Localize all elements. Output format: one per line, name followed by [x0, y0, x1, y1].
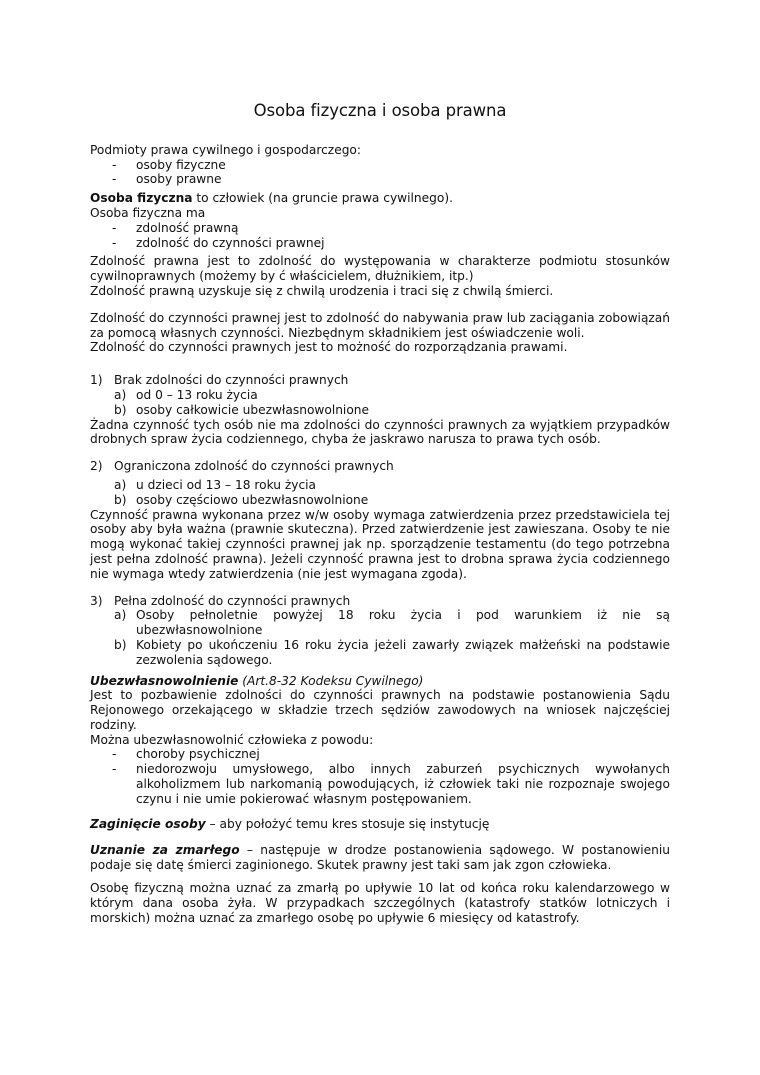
osoba-fizyczna-definition: Osoba fizyczna to człowiek (na gruncie prawa cywilnego).: [90, 191, 453, 206]
intro-list: [90, 158, 670, 188]
pelna-list: [90, 608, 670, 667]
osoba-fizyczna-has: Osoba fizyczna ma: [90, 205, 206, 220]
brak-text: Żadna czynność tych osób nie ma zdolności do czynności prawnych za wyjątkiem przypadków drobnych spraw życia codziennego, chyba że jaskrawo narusza to prawa tych osób.: [90, 417, 670, 447]
section-ograniczona-heading: 2) Ograniczona zdolność do czynności prawnych: [90, 459, 394, 474]
list-item: b) osoby całkowicie ubezwłasnowolnione: [114, 402, 369, 417]
list-item: - osoby fizyczne: [90, 158, 670, 173]
list-item: - zdolność do czynności prawnej: [90, 236, 670, 251]
list-item: - osoby prawne: [90, 172, 670, 187]
list-item: a) Osoby pełnoletnie powyżej 18 roku życia i pod warunkiem iż nie są ubezwłasnowolnione: [114, 608, 670, 638]
ubezwlasnowolnienie-p2: Można ubezwłasnowolnić człowieka z powodu:: [90, 732, 374, 747]
osobe-paragraph: Osobę fizyczną można uznać za zmarłą po upływie 10 lat od końca roku kalendarzowego w którym dana osoba żyła. W przypadkach szczególnych (katastrofy statków lotniczych i morskich) można uznać za zmarłego osobę po upływie 6 miesięcy od katastrofy.: [90, 881, 670, 925]
list-item: a) u dzieci od 13 – 18 roku życia: [114, 477, 317, 492]
list-item: - choroby psychicznej: [90, 747, 670, 762]
uznanie-paragraph: Uznanie za zmarłego – następuje w drodze postanowienia sądowego. W postanowieniu podaje się datę śmierci zaginionego. Skutek prawny jest taki sam jak zgon człowieka.: [90, 843, 670, 873]
document-page: [90, 101, 670, 925]
ubezwlasnowolnienie-list: [90, 747, 670, 806]
ograniczona-list: [90, 478, 670, 508]
brak-list: [90, 388, 670, 418]
list-item: b) Kobiety po ukończeniu 16 roku życia jeżeli zawarły związek małżeński na podstawie zezwolenia sądowego.: [114, 637, 670, 667]
list-item: b) osoby częściowo ubezwłasnowolnione: [114, 492, 369, 507]
term-osoba-fizyczna: Osoba fizyczna: [90, 191, 193, 206]
document-title: Osoba fizyczna i osoba prawna: [253, 101, 507, 120]
list-item: - niedorozwoju umysłowego, albo innych zaburzeń psychicznych wywołanych alkoholizmem lub narkomanią powodujących, iż człowiek taki nie rozpoznaje swojego czynu i nie umie pokierować własnym postępowaniem.: [90, 762, 670, 806]
zdolnosc-czynnosci-p2: Zdolność do czynności prawnych jest to możność do rozporządzania prawami.: [90, 340, 568, 355]
list-item: - zdolność prawną: [90, 221, 670, 236]
zdolnosc-prawna-p2: Zdolność prawną uzyskuje się z chwilą urodzenia i traci się z chwilą śmierci.: [90, 283, 554, 298]
intro-line: Podmioty prawa cywilnego i gospodarczego:: [90, 142, 361, 157]
ubezwlasnowolnienie-heading: Ubezwłasnowolnienie (Art.8-32 Kodeksu Cywilnego): [90, 673, 424, 688]
zdolnosc-czynnosci-p1: Zdolność do czynności prawnej jest to zdolność do nabywania praw lub zaciągania zobowiązań za pomocą własnych czynności. Niezbędnym składnikiem jest oświadczenie woli.: [90, 310, 670, 340]
section-pelna-heading: 3) Pełna zdolność do czynności prawnych: [90, 593, 351, 608]
section-brak-heading: 1) Brak zdolności do czynności prawnych: [90, 373, 349, 388]
list-item: a) od 0 – 13 roku życia: [114, 387, 258, 402]
zdolnosc-prawna-p1: Zdolność prawna jest to zdolność do występowania w charakterze podmiotu stosunków cywilnoprawnych (możemy by ć właścicielem, dłużnikiem, itp.): [90, 254, 670, 284]
ograniczona-text: Czynność prawna wykonana przez w/w osoby wymaga zatwierdzenia przez przedstawiciela tej osoby aby była ważna (prawnie skuteczna). Przed zatwierdzenie jest zawieszana. Osoby te nie mogą wykonać takiej czynności prawnej jak np. sporządzenie testamentu (do tego potrzebna jest pełna zdolność prawna). Jeżeli czynność prawna jest to drobna sprawa życia codziennego nie wymaga wtedy zatwierdzenia (nie jest wymagana zgoda).: [90, 507, 670, 581]
osoba-fizyczna-list: [90, 221, 670, 251]
zaginiecie-paragraph: Zaginięcie osoby – aby położyć temu kres stosuje się instytucję: [90, 816, 490, 831]
ubezwlasnowolnienie-p1: Jest to pozbawienie zdolności do czynności prawnych na podstawie postanowienia Sądu Rejonowego orzekającego w składzie trzech sędziów zawodowych na wniosek najczęściej rodziny.: [90, 688, 670, 732]
